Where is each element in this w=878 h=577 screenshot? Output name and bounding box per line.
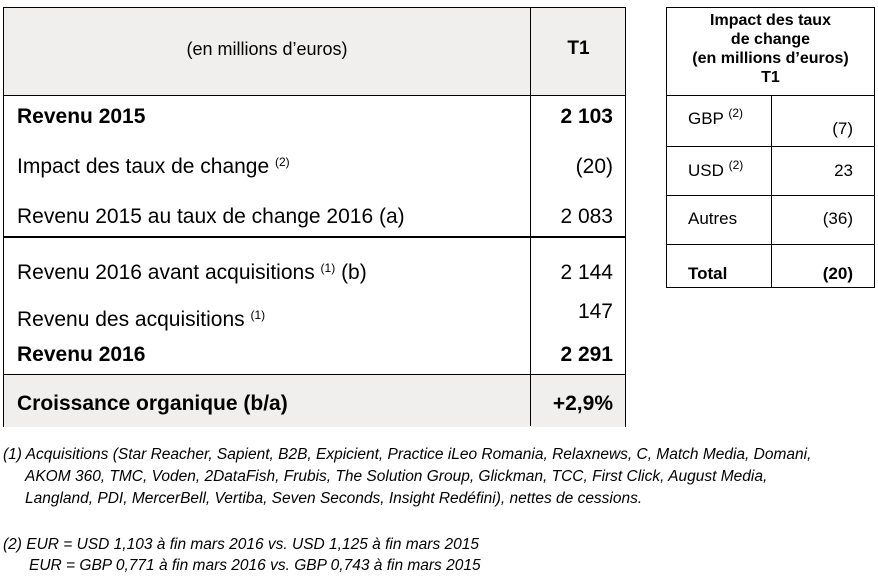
fx-total-label: Total xyxy=(688,264,728,283)
row-divider xyxy=(4,95,625,96)
fx-row-value-usd: 23 xyxy=(834,161,853,180)
footer-value-croissance: +2,9% xyxy=(552,392,613,415)
fx-row-label-gbp: GBP $^{(2)}$ xyxy=(688,106,743,128)
row-divider xyxy=(4,374,625,375)
footnote-ref: (1) xyxy=(250,308,266,322)
section-divider xyxy=(4,236,625,238)
fx-header-line: T1 xyxy=(761,69,780,86)
row-label-impact-taux: Impact des taux de change $^{(2)}$ xyxy=(17,155,290,178)
fx-table-header xyxy=(667,8,874,96)
footnote-2-line: (2) EUR = USD 1,103 à fin mars 2016 vs. USD 1,125 à fin mars 2015 xyxy=(3,536,479,553)
row-value-impact-taux: (20) xyxy=(575,155,613,178)
row-label-revenu-2016-avant-acq: Revenu 2016 avant acquisitions $^{(1)}$ (b) xyxy=(17,261,367,284)
revenue-table xyxy=(3,7,626,427)
fx-impact-table xyxy=(666,7,875,288)
column-divider xyxy=(771,96,772,288)
footnote-2-line: EUR = GBP 0,771 à fin mars 2016 vs. GBP 0,743 à fin mars 2015 xyxy=(29,557,481,574)
footnote-ref: (2) xyxy=(728,158,744,172)
fx-row-value-autres: (36) xyxy=(822,209,853,228)
row-label-revenu-acquisitions: Revenu des acquisitions $^{(1)}$ xyxy=(17,308,266,331)
row-value-revenu-2015-taux-2016: 2 083 xyxy=(560,205,613,228)
row-value-revenu-acquisitions: 147 xyxy=(577,300,613,323)
row-label-revenu-2016: Revenu 2016 xyxy=(17,343,146,366)
fx-row-label-usd: USD $^{(2)}$ xyxy=(688,158,744,180)
row-label-revenu-2015-taux-2016: Revenu 2015 au taux de change 2016 (a) xyxy=(17,205,405,228)
row-label-revenu-2015: Revenu 2015 xyxy=(17,105,146,128)
fx-row-value-gbp: (7) xyxy=(832,119,853,138)
footnote-ref: (2) xyxy=(275,155,290,169)
header-label: (en millions d’euros) xyxy=(186,39,348,59)
fx-header-line: Impact des taux xyxy=(710,12,831,29)
header-column-t1: T1 xyxy=(567,38,590,59)
fx-total-value: (20) xyxy=(822,264,853,283)
row-value-revenu-2015: 2 103 xyxy=(560,105,613,128)
fx-header-line: (en millions d’euros) xyxy=(692,50,849,67)
column-divider xyxy=(530,8,531,426)
fx-row-label-autres: Autres xyxy=(688,209,738,228)
footer-label-croissance: Croissance organique (b/a) xyxy=(17,392,288,415)
footnote-1-line: AKOM 360, TMC, Voden, 2DataFish, Frubis, The Solution Group, Glickman, TCC, First Click, August Media, xyxy=(25,468,768,485)
footnote-ref: (1) xyxy=(320,261,336,275)
footnote-1-line: (1) Acquisitions (Star Reacher, Sapient, B2B, Expicient, Practice iLeo Romania, Relaxnews, C, Match Media, Domani, xyxy=(3,446,812,463)
row-value-revenu-2016-avant-acq: 2 144 xyxy=(560,261,613,284)
fx-header-line: de change xyxy=(730,31,811,48)
row-value-revenu-2016: 2 291 xyxy=(560,343,613,366)
footnote-1-line: Langland, PDI, MercerBell, Vertiba, Seven Seconds, Insight Redéfini), nettes de cessions. xyxy=(25,490,643,507)
footnote-ref: (2) xyxy=(728,106,743,120)
